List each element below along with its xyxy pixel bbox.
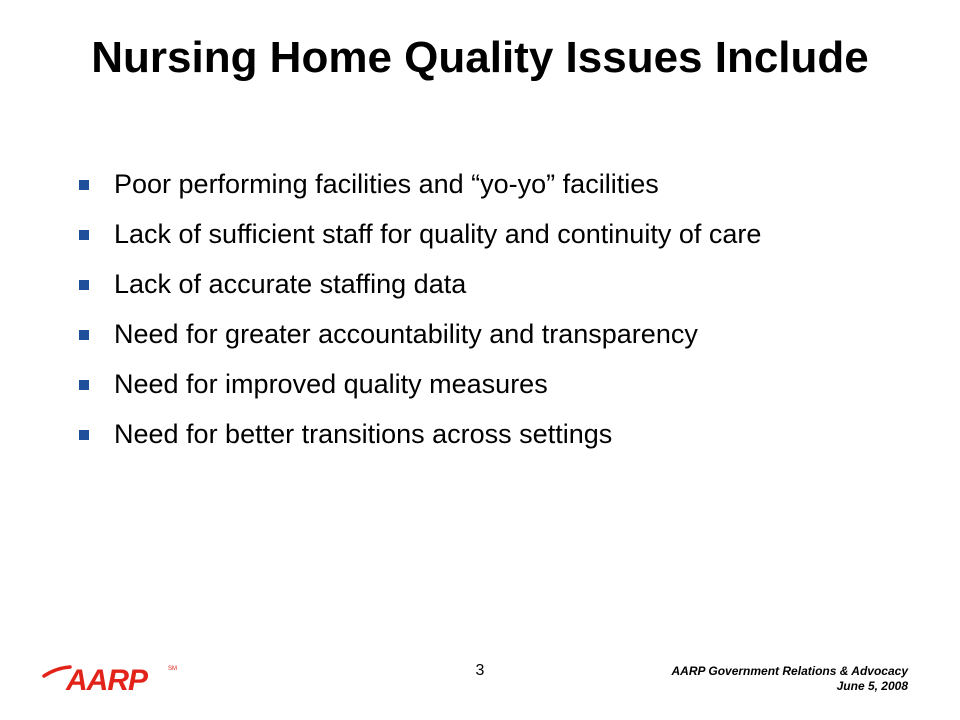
footer-caption: [588, 664, 908, 694]
bullet-item: [74, 268, 894, 301]
bullet-text: Lack of accurate staffing data: [114, 269, 467, 299]
bullet-list: [74, 168, 894, 468]
bullet-item: [74, 168, 894, 201]
slide-footer: [0, 640, 960, 720]
square-bullet-icon: [79, 380, 89, 390]
bullet-text: Need for better transitions across settings: [114, 419, 613, 449]
bullet-text: Need for greater accountability and transparency: [114, 319, 698, 349]
logo-text: AARP: [66, 664, 148, 696]
bullet-text: Lack of sufficient staff for quality and continuity of care: [114, 219, 762, 249]
logo-service-mark: SM: [168, 666, 177, 672]
square-bullet-icon: [79, 280, 89, 290]
slide-title: Nursing Home Quality Issues Include: [91, 33, 869, 82]
square-bullet-icon: [79, 430, 89, 440]
square-bullet-icon: [79, 180, 89, 190]
bullet-item: [74, 218, 894, 251]
bullet-item: [74, 368, 894, 401]
aarp-logo: [40, 656, 180, 696]
square-bullet-icon: [79, 230, 89, 240]
square-bullet-icon: [79, 330, 89, 340]
footer-org: AARP Government Relations & Advocacy: [671, 664, 908, 678]
bullet-text: Poor performing facilities and “yo-yo” facilities: [114, 169, 659, 199]
bullet-item: [74, 318, 894, 351]
bullet-item: [74, 418, 894, 451]
bullet-text: Need for improved quality measures: [114, 369, 548, 399]
page-number: 3: [475, 662, 485, 679]
footer-date: June 5, 2008: [836, 679, 908, 693]
